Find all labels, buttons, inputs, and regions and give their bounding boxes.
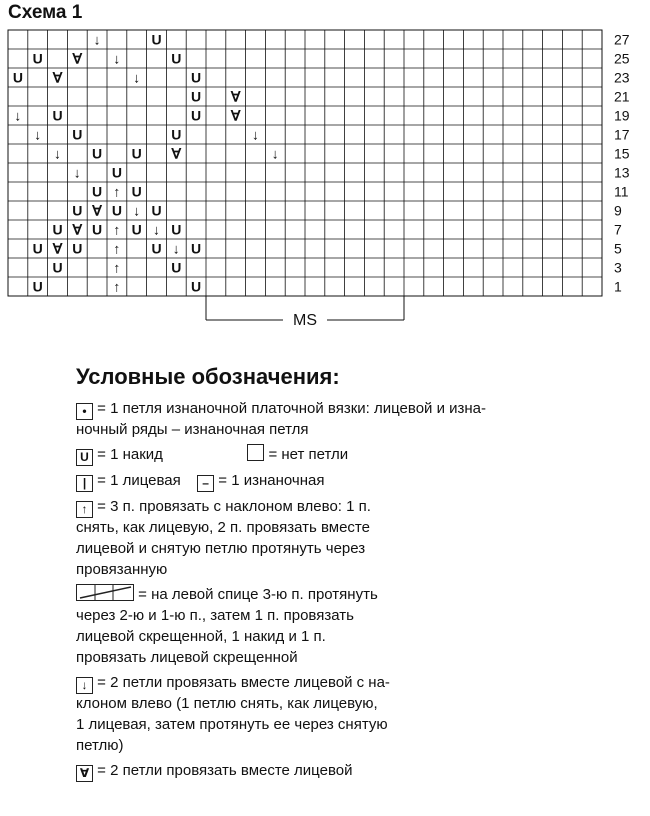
legend-cross-2 (76, 605, 354, 626)
cross-stitch-symbol (76, 584, 134, 601)
stitch-symbol: ↓ (252, 126, 259, 143)
stitch-symbol: U (92, 221, 103, 238)
legend-k3tog-text-1: = 3 п. провязать с наклоном влево: 1 п. (97, 498, 371, 515)
legend-cross (76, 584, 378, 605)
knit-symbol: | (76, 475, 93, 492)
legend-ssk-2 (76, 693, 378, 714)
ssk-arrow-symbol: ↓ (76, 677, 93, 694)
legend-ssk-text-4: петлю) (76, 737, 124, 754)
stitch-symbol: U (191, 240, 202, 257)
stitch-symbol: ∀ (171, 145, 182, 162)
stitch-symbol: U (131, 145, 142, 162)
stitch-symbol: ∀ (72, 221, 83, 238)
purl-dot-symbol: • (76, 403, 93, 420)
legend-knit-row (76, 470, 324, 492)
row-number: 7 (614, 221, 622, 238)
row-number: 9 (614, 202, 622, 219)
stitch-symbol: ∀ (72, 50, 83, 67)
stitch-symbol: U (151, 31, 162, 48)
stitch-symbol: ↓ (93, 31, 101, 48)
repeat-label: MS (293, 312, 317, 329)
stitch-symbol: ↓ (133, 202, 141, 219)
legend-k2tog (76, 760, 352, 782)
stitch-symbol: ↓ (54, 145, 61, 162)
row-number: 23 (614, 69, 630, 86)
stitch-symbol: ↓ (73, 164, 81, 181)
k3tog-arrow-symbol: ↑ (76, 501, 93, 518)
stitch-symbol: U (32, 50, 43, 67)
stitch-symbol: ↑ (113, 183, 121, 200)
legend-ssk-text-2: клоном влево (1 петлю снять, как лицевую, (76, 695, 378, 712)
stitch-symbol: U (92, 145, 103, 162)
stitch-symbol: ↓ (113, 50, 121, 67)
legend-dot (76, 398, 486, 420)
stitch-symbol: ↓ (14, 107, 22, 124)
legend-k2tog-text: = 2 петли провязать вместе лицевой (97, 762, 353, 779)
cross-stitch-icon (77, 585, 133, 600)
legend-k3tog (76, 496, 371, 518)
stitch-symbol: U (171, 50, 182, 67)
stitch-symbol: U (151, 202, 162, 219)
legend-k3tog-2 (76, 517, 370, 538)
legend-ssk-4 (76, 735, 124, 756)
legend-no-stitch-text: = нет петли (268, 446, 349, 463)
stitch-symbol: U (52, 221, 63, 238)
row-number: 13 (614, 164, 630, 181)
stitch-symbol: U (131, 221, 142, 238)
stitch-symbol: U (191, 278, 202, 295)
legend-cross-4 (76, 647, 298, 668)
legend-ssk-text-3: 1 лицевая, затем протянуть ее через снятую (76, 716, 388, 733)
row-number: 3 (614, 259, 622, 276)
yarn-over-symbol: U (76, 449, 93, 466)
stitch-symbol: U (72, 240, 83, 257)
legend-cross-text-1: = на левой спице 3-ю п. протянуть (138, 586, 378, 603)
stitch-symbol: U (12, 69, 23, 86)
stitch-symbol: U (72, 202, 83, 219)
legend-ssk (76, 672, 390, 694)
stitch-symbol: U (52, 107, 63, 124)
stitch-symbol: U (191, 69, 202, 86)
stitch-symbol: U (171, 259, 182, 276)
stitch-symbol: ↓ (34, 126, 42, 143)
row-number: 21 (614, 88, 630, 105)
legend-dot-text-2: ночный ряды – изнаночная петля (76, 421, 309, 438)
stitch-symbol: ∀ (230, 107, 241, 124)
stitch-symbol: U (72, 126, 83, 143)
legend-dot-text-1: = 1 петля изнаночной платочной вязки: лицевой и изна- (97, 400, 486, 417)
stitch-symbol: U (32, 278, 43, 295)
stitch-symbol: ∀ (52, 240, 63, 257)
stitch-symbol: ↓ (133, 69, 141, 86)
stitch-symbol: U (151, 240, 162, 257)
legend-cross-text-3: лицевой скрещенной, 1 накид и 1 п. (76, 628, 326, 645)
legend-cross-3 (76, 626, 326, 647)
stitch-symbol: U (52, 259, 63, 276)
legend-k3tog-3 (76, 538, 365, 559)
legend-k3tog-text-3: лицевой и снятую петлю протянуть через (76, 540, 366, 557)
stitch-symbol: ↓ (153, 221, 160, 238)
stitch-symbol: ∀ (92, 202, 102, 219)
stitch-symbol: U (111, 164, 122, 181)
row-number: 25 (614, 50, 630, 67)
row-number: 15 (614, 145, 630, 162)
stitch-symbol: U (32, 240, 43, 257)
stitch-symbol: ↑ (113, 278, 121, 295)
no-stitch-symbol (247, 444, 264, 461)
legend-title: Условные обозначения: (76, 364, 340, 389)
stitch-symbol: ↑ (113, 240, 121, 257)
stitch-symbol: U (191, 88, 202, 105)
legend-ssk-3 (76, 714, 388, 735)
stitch-symbol: U (171, 221, 182, 238)
stitch-symbol: ↑ (113, 221, 121, 238)
legend-k3tog-text-2: снять, как лицевую, 2 п. провязать вместе (76, 519, 370, 536)
row-number: 19 (614, 107, 630, 124)
k2tog-symbol: ∀ (76, 765, 93, 782)
legend-knit-text: = 1 лицевая (97, 472, 181, 489)
stitch-symbol: U (131, 183, 142, 200)
stitch-symbol: U (191, 107, 202, 124)
row-number: 5 (614, 240, 622, 257)
chart-title: Схема 1 (8, 2, 83, 23)
stitch-symbol: ∀ (230, 88, 241, 105)
stitch-symbol: U (92, 183, 103, 200)
row-number: 17 (614, 126, 630, 143)
legend-yo-row (76, 444, 348, 466)
legend-k3tog-4 (76, 559, 167, 580)
legend-cross-text-4: провязать лицевой скрещенной (76, 649, 298, 666)
stitch-symbol: U (171, 126, 182, 143)
row-number: 27 (614, 31, 630, 48)
legend-purl-text: = 1 изнаночная (218, 472, 325, 489)
row-number: 11 (614, 183, 629, 200)
legend-yo-text: = 1 накид (97, 446, 163, 463)
knitting-chart (0, 0, 650, 340)
stitch-symbol: ↑ (113, 259, 121, 276)
legend-cross-text-2: через 2-ю и 1-ю п., затем 1 п. провязать (76, 607, 354, 624)
stitch-symbol: ∀ (52, 69, 63, 86)
stitch-symbol: U (111, 202, 122, 219)
legend-k3tog-text-4: провязанную (76, 561, 168, 578)
row-number: 1 (614, 278, 622, 295)
legend-ssk-text-1: = 2 петли провязать вместе лицевой с на- (97, 674, 390, 691)
purl-symbol: – (197, 475, 214, 492)
stitch-symbol: ↓ (271, 145, 279, 162)
legend-dot-cont (76, 419, 309, 440)
stitch-symbol: ↓ (172, 240, 180, 257)
